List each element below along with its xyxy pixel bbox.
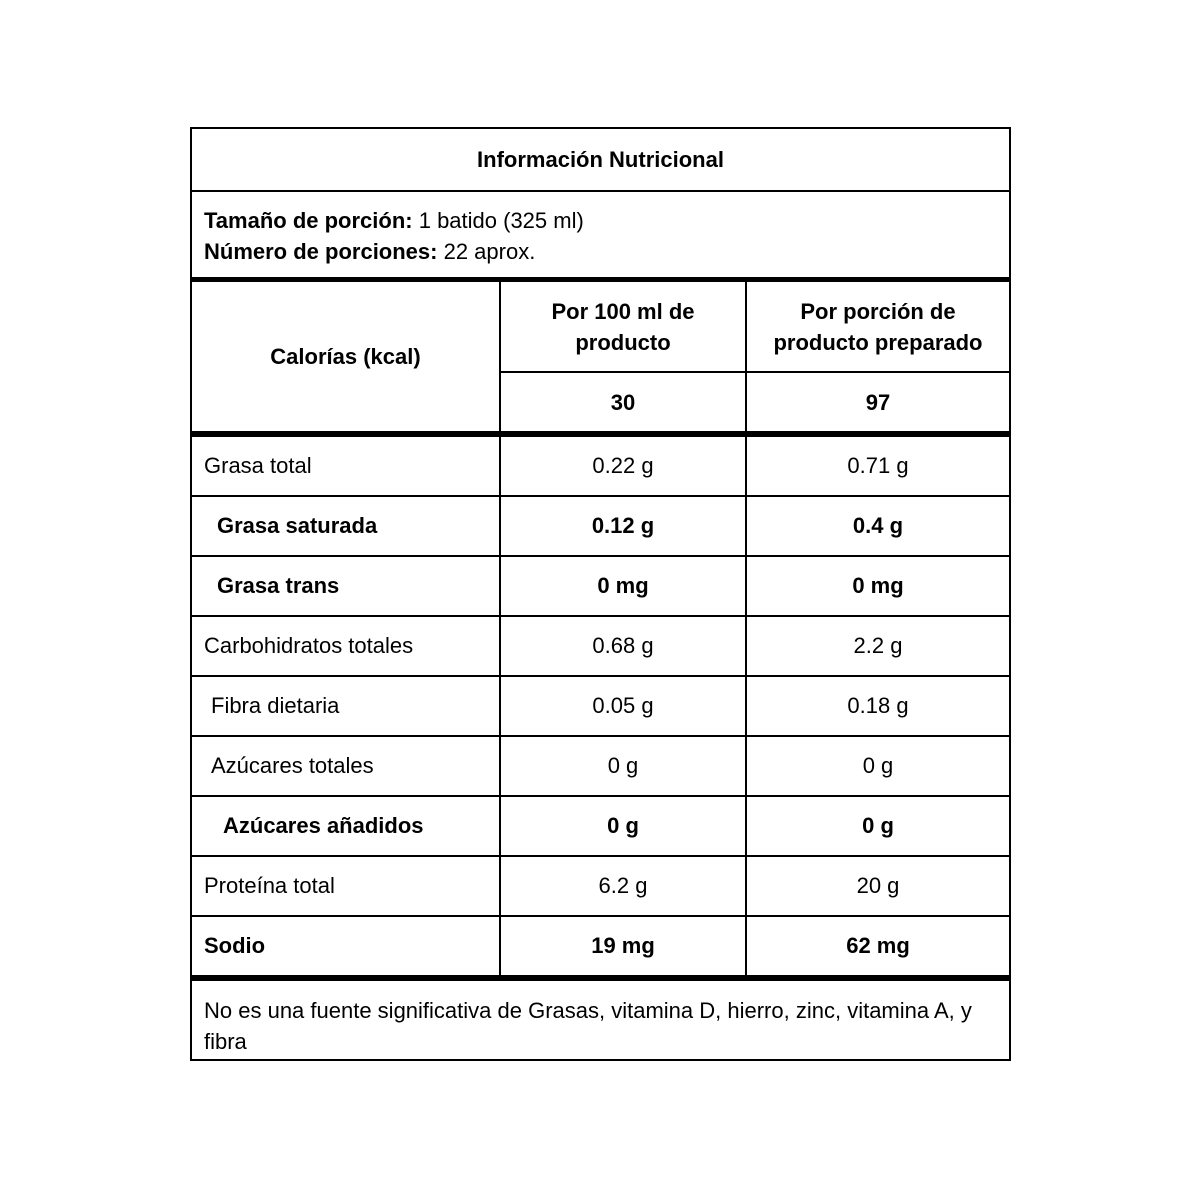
nutrient-name: Grasa saturada [192, 496, 500, 556]
nutrient-per100: 19 mg [500, 916, 746, 978]
nutrient-name: Azúcares añadidos [192, 796, 500, 856]
servings-count-value: 22 aprox. [437, 239, 536, 264]
servings-count-label: Número de porciones: [204, 239, 438, 264]
nutrient-name: Carbohidratos totales [192, 616, 500, 676]
nutrient-row [192, 556, 1009, 616]
nutrient-perserving: 0.18 g [746, 676, 1009, 736]
nutrient-per100: 0 mg [500, 556, 746, 616]
perserving-header-text: Por porción de producto preparado [773, 298, 983, 355]
nutrient-name: Proteína total [192, 856, 500, 916]
nutrition-facts-label [190, 127, 1011, 1061]
serving-info [192, 192, 1009, 282]
label-title: Información Nutricional [192, 129, 1009, 192]
nutrient-row [192, 616, 1009, 676]
nutrient-perserving: 0.4 g [746, 496, 1009, 556]
nutrient-name: Azúcares totales [192, 736, 500, 796]
nutrient-table [192, 282, 1009, 981]
nutrient-per100: 0 g [500, 796, 746, 856]
per100-header [500, 282, 746, 372]
nutrient-perserving: 0 g [746, 796, 1009, 856]
calories-label: Calorías (kcal) [192, 282, 500, 434]
header-row [192, 282, 1009, 372]
nutrient-per100: 0.05 g [500, 676, 746, 736]
nutrient-row [192, 916, 1009, 978]
nutrient-row [192, 736, 1009, 796]
nutrient-perserving: 0.71 g [746, 434, 1009, 496]
nutrient-row [192, 796, 1009, 856]
nutrient-row [192, 676, 1009, 736]
nutrient-row [192, 434, 1009, 496]
serving-size-line [204, 205, 1009, 236]
nutrient-name: Grasa trans [192, 556, 500, 616]
nutrient-row [192, 856, 1009, 916]
calories-perserving: 97 [746, 372, 1009, 434]
nutrient-name: Grasa total [192, 434, 500, 496]
perserving-header [746, 282, 1009, 372]
nutrient-name: Sodio [192, 916, 500, 978]
servings-count-line [204, 236, 1009, 267]
nutrient-perserving: 0 mg [746, 556, 1009, 616]
serving-size-value: 1 batido (325 ml) [412, 208, 584, 233]
nutrient-perserving: 20 g [746, 856, 1009, 916]
per100-header-text: Por 100 ml de producto [551, 298, 695, 355]
nutrient-per100: 0.22 g [500, 434, 746, 496]
nutrient-name: Fibra dietaria [192, 676, 500, 736]
nutrient-per100: 0 g [500, 736, 746, 796]
serving-size-label: Tamaño de porción: [204, 208, 413, 233]
nutrient-perserving: 0 g [746, 736, 1009, 796]
nutrient-per100: 6.2 g [500, 856, 746, 916]
nutrient-per100: 0.68 g [500, 616, 746, 676]
calories-per100: 30 [500, 372, 746, 434]
nutrient-perserving: 2.2 g [746, 616, 1009, 676]
nutrient-row [192, 496, 1009, 556]
footer-note: No es una fuente significativa de Grasas, vitamina D, hierro, zinc, vitamina A, y fibra [204, 998, 972, 1054]
nutrient-perserving: 62 mg [746, 916, 1009, 978]
nutrient-per100: 0.12 g [500, 496, 746, 556]
